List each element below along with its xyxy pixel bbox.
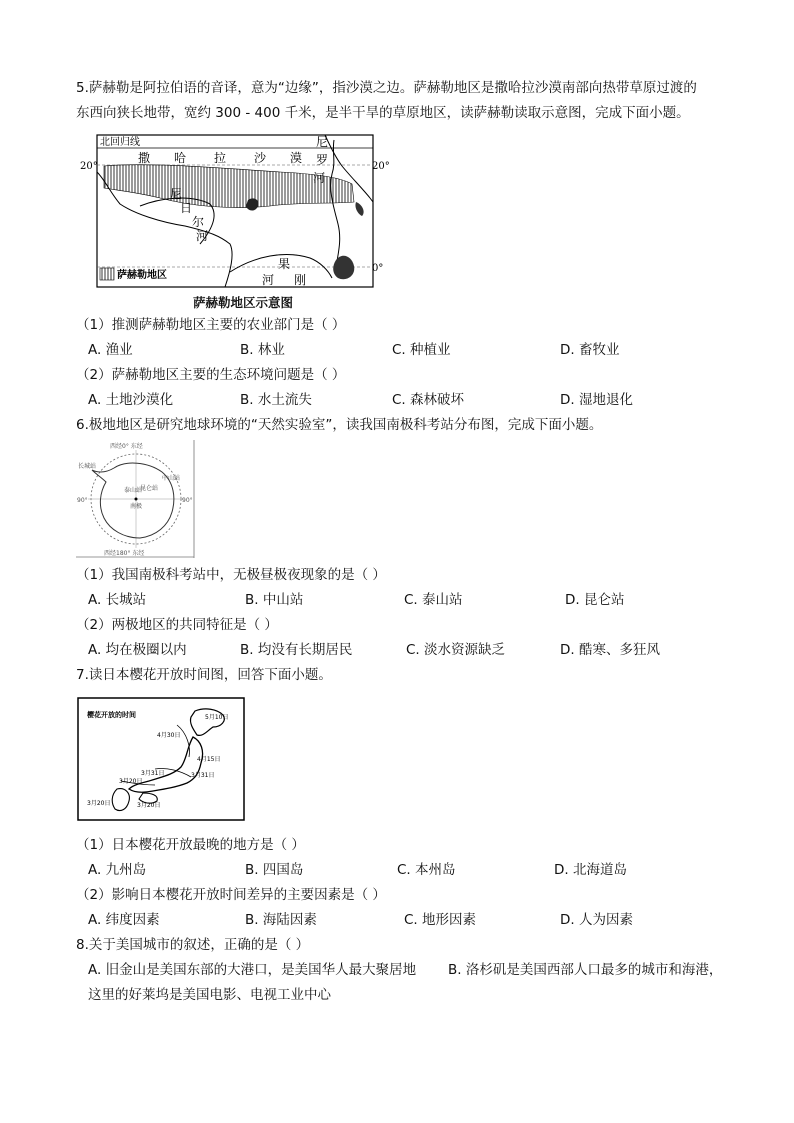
date-3: 4月15日 bbox=[197, 756, 221, 763]
date-6: 3月20日 bbox=[119, 778, 143, 785]
q7-stem: 7.读日本樱花开放时间图，回答下面小题。 bbox=[76, 667, 332, 683]
q6-sub1-option-a[interactable]: A. 长城站 bbox=[88, 592, 147, 608]
q6-sub1-option-c[interactable]: C. 泰山站 bbox=[404, 592, 463, 608]
sakura-map-svg bbox=[77, 697, 245, 821]
q7-sub1-option-a[interactable]: A. 九州岛 bbox=[88, 862, 147, 878]
q8-stem: 8.关于美国城市的叙述，正确的是（ ） bbox=[76, 937, 310, 953]
q7-sub1: （1）日本樱花开放最晚的地方是（ ） bbox=[76, 837, 305, 853]
tropic-label: 北回归线 bbox=[100, 137, 140, 148]
nile-char-3: 河 bbox=[313, 171, 326, 185]
congo-char-3: 刚 bbox=[294, 273, 307, 287]
q5-sub1-option-d[interactable]: D. 畜牧业 bbox=[560, 342, 620, 358]
q6-sub1-option-b[interactable]: B. 中山站 bbox=[245, 592, 304, 608]
congo-char-1: 果 bbox=[278, 257, 291, 271]
q8-option-b-line1[interactable]: B. 洛杉矶是美国西部人口最多的城市和海港， bbox=[448, 962, 723, 978]
legend-label: 萨赫勒地区 bbox=[117, 270, 167, 281]
date-2: 4月30日 bbox=[157, 732, 181, 739]
q6-sub1-option-d[interactable]: D. 昆仑站 bbox=[565, 592, 625, 608]
right-label: 90° bbox=[182, 497, 193, 504]
nile-char-2: 罗 bbox=[316, 153, 329, 167]
q5-stem-line2: 东西向狭长地带，宽约 300 - 400 千米，是半干旱的草原地区，读萨赫勒读取示意图，完成下面小题。 bbox=[76, 105, 690, 121]
q5-sub2-option-d[interactable]: D. 湿地退化 bbox=[560, 392, 633, 408]
q7-sub2-option-d[interactable]: D. 人为因素 bbox=[560, 912, 633, 928]
lat20-left-label: 20° bbox=[80, 161, 98, 172]
niger-char-3: 尔 bbox=[192, 215, 205, 229]
antarctica-map-svg bbox=[76, 440, 196, 558]
q6-sub2-option-d[interactable]: D. 酷寒、多狂风 bbox=[560, 642, 660, 658]
taishan-label: 泰山站 bbox=[124, 487, 143, 494]
q7-sub2-option-b[interactable]: B. 海陆因素 bbox=[245, 912, 317, 928]
sahel-map-svg bbox=[80, 132, 390, 310]
lat20-right-label: 20° bbox=[372, 161, 390, 172]
lat0-label: 0° bbox=[372, 263, 384, 274]
q7-sub2: （2）影响日本樱花开放时间差异的主要因素是（ ） bbox=[76, 887, 386, 903]
left-label: 90° bbox=[77, 497, 88, 504]
lake-victoria bbox=[333, 256, 354, 280]
q5-sub2: （2）萨赫勒地区主要的生态环境问题是（ ） bbox=[76, 367, 346, 383]
q5-stem-line1: 5.萨赫勒是阿拉伯语的音译，意为“边缘”，指沙漠之边。萨赫勒地区是撒哈拉沙漠南部向热带草原过渡的 bbox=[76, 80, 697, 96]
sahara-char-2: 哈 bbox=[174, 151, 187, 165]
south-pole-dot bbox=[135, 498, 138, 501]
sakura-map bbox=[77, 697, 245, 821]
q6-sub2-option-a[interactable]: A. 均在极圈以内 bbox=[88, 642, 187, 658]
niger-char-1: 尼 bbox=[170, 187, 183, 201]
q6-sub2-option-c[interactable]: C. 淡水资源缺乏 bbox=[406, 642, 506, 658]
q6-sub2-option-b[interactable]: B. 均没有长期居民 bbox=[240, 642, 353, 658]
q7-sub1-option-c[interactable]: C. 本州岛 bbox=[397, 862, 456, 878]
date-7: 3月20日 bbox=[87, 800, 111, 807]
legend-swatch bbox=[100, 268, 114, 280]
q5-sub1-option-c[interactable]: C. 种植业 bbox=[392, 342, 451, 358]
date-8: 3月20日 bbox=[137, 802, 161, 809]
q7-sub2-option-a[interactable]: A. 纬度因素 bbox=[88, 912, 160, 928]
bottom-label: 西经180° 东经 bbox=[104, 550, 145, 557]
q5-sub2-option-c[interactable]: C. 森林破坏 bbox=[392, 392, 465, 408]
ethiopian-lake bbox=[355, 202, 363, 216]
q7-sub1-option-b[interactable]: B. 四国岛 bbox=[245, 862, 304, 878]
niger-char-4: 河 bbox=[196, 229, 209, 243]
top-label: 西经0° 东经 bbox=[110, 443, 143, 450]
sahara-char-1: 撒 bbox=[138, 151, 151, 165]
q7-sub1-option-d[interactable]: D. 北海道岛 bbox=[554, 862, 627, 878]
niger-char-2: 日 bbox=[180, 201, 193, 215]
q5-sub2-option-b[interactable]: B. 水土流失 bbox=[240, 392, 312, 408]
sahara-char-3: 拉 bbox=[214, 151, 227, 165]
q6-stem: 6.极地地区是研究地球环境的“天然实验室”，读我国南极科考站分布图，完成下面小题。 bbox=[76, 417, 603, 433]
date-1: 5月10日 bbox=[205, 714, 229, 721]
sahel-map bbox=[80, 132, 390, 310]
q5-sub1: （1）推测萨赫勒地区主要的农业部门是（ ） bbox=[76, 317, 346, 333]
q5-sub1-option-b[interactable]: B. 林业 bbox=[240, 342, 285, 358]
zhongshan-label: 中山站 bbox=[162, 475, 181, 482]
q6-sub2: （2）两极地区的共同特征是（ ） bbox=[76, 617, 278, 633]
sahel-map-caption: 萨赫勒地区示意图 bbox=[193, 295, 294, 310]
congo-char-2: 河 bbox=[262, 273, 275, 287]
antarctica-map bbox=[76, 440, 196, 558]
q7-sub2-option-c[interactable]: C. 地形因素 bbox=[404, 912, 477, 928]
q5-sub1-option-a[interactable]: A. 渔业 bbox=[88, 342, 133, 358]
q8-option-a[interactable]: A. 旧金山是美国东部的大港口，是美国华人最大聚居地 bbox=[88, 962, 417, 978]
sahara-char-4: 沙 bbox=[254, 151, 267, 165]
nile-river bbox=[331, 140, 340, 267]
date-5: 3月31日 bbox=[191, 772, 215, 779]
date-4: 3月31日 bbox=[141, 770, 165, 777]
q6-sub1: （1）我国南极科考站中，无极昼极夜现象的是（ ） bbox=[76, 567, 386, 583]
q5-sub2-option-a[interactable]: A. 土地沙漠化 bbox=[88, 392, 174, 408]
sakura-map-title: 樱花开放的时间 bbox=[87, 711, 136, 719]
nile-char-1: 尼 bbox=[316, 135, 329, 149]
pole-label: 南极 bbox=[130, 503, 143, 510]
kunlun-label: 昆仑站 bbox=[140, 485, 159, 492]
sahara-char-5: 漠 bbox=[290, 151, 303, 165]
changcheng-label: 长城站 bbox=[78, 463, 97, 470]
q8-option-b-line2[interactable]: 这里的好莱坞是美国电影、电视工业中心 bbox=[88, 987, 331, 1003]
